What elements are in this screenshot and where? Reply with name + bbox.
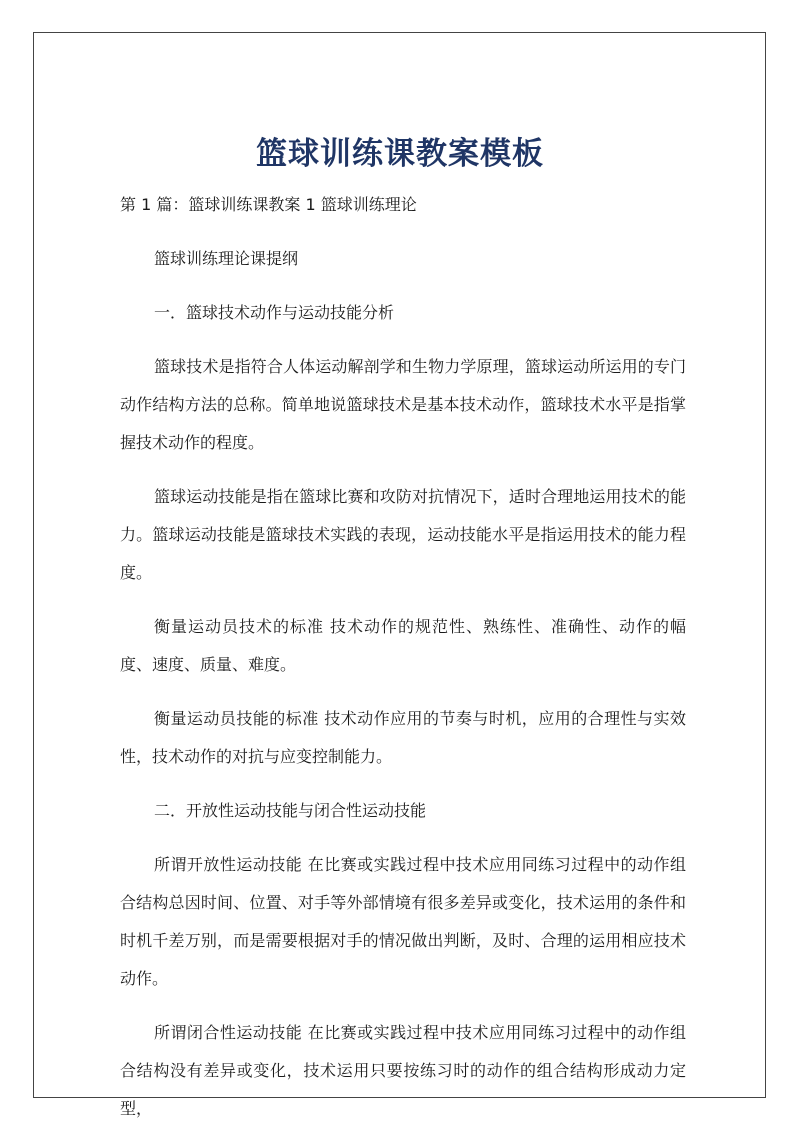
paragraph-chapter-heading: 第 1 篇：篮球训练课教案 1 篮球训练理论	[120, 195, 417, 214]
paragraph-outline-title: 篮球训练理论课提纲	[154, 249, 299, 268]
paragraph-section-one-heading: 一．篮球技术动作与运动技能分析	[154, 303, 395, 322]
document-body	[120, 186, 686, 1144]
paragraph-open-skill: 所谓开放性运动技能 在比赛或实践过程中技术应用同练习过程中的动作组合结构总因时间、位置、对手等外部情境有很多差异或变化，技术运用的条件和时机千差万别，而是需要根据对手的情况做出判断，及时、合理的运用相应技术动作。	[120, 855, 686, 988]
paragraph-section-two-heading: 二．开放性运动技能与闭合性运动技能	[154, 801, 427, 820]
paragraph-skill-standard: 衡量运动员技能的标准 技术动作应用的节奏与时机，应用的合理性与实效性，技术动作的对抗与应变控制能力。	[120, 709, 686, 766]
paragraph-technique-standard: 衡量运动员技术的标准 技术动作的规范性、熟练性、准确性、动作的幅度、速度、质量、难度。	[120, 617, 686, 674]
paragraph-technique-definition: 篮球技术是指符合人体运动解剖学和生物力学原理，篮球运动所运用的专门动作结构方法的总称。简单地说篮球技术是基本技术动作，篮球技术水平是指掌握技术动作的程度。	[120, 357, 686, 452]
paragraph-skill-definition: 篮球运动技能是指在篮球比赛和攻防对抗情况下，适时合理地运用技术的能力。篮球运动技能是篮球技术实践的表现，运动技能水平是指运用技术的能力程度。	[120, 487, 686, 582]
paragraph-closed-skill: 所谓闭合性运动技能 在比赛或实践过程中技术应用同练习过程中的动作组合结构没有差异或变化，技术运用只要按练习时的动作的组合结构形成动力定型，	[120, 1023, 686, 1118]
document-title: 篮球训练课教案模板	[256, 135, 544, 172]
